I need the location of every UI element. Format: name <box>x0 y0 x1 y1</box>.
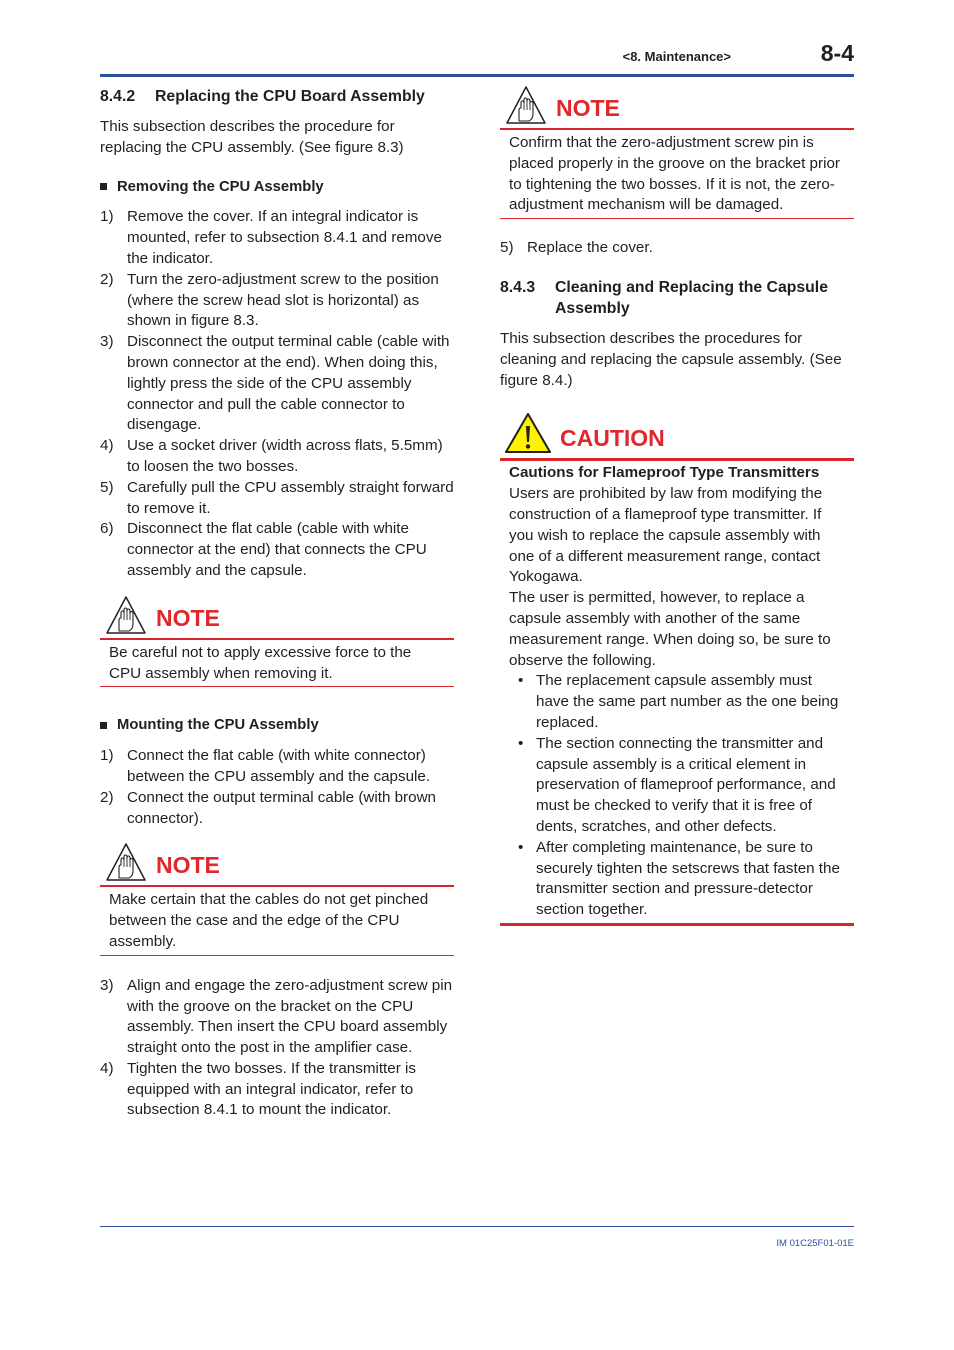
step-text: Tighten the two bosses. If the transmitter is equipped with an integral indicator, refer to subsection 8.4.1 to mount the indicator. <box>127 1059 416 1119</box>
warning-triangle-icon <box>504 412 552 454</box>
caution-subheading: Cautions for Flameproof Type Transmitters <box>509 464 820 482</box>
section-number: 8.4.2 <box>100 88 136 105</box>
step-item <box>100 746 454 788</box>
subheading-text: Removing the CPU Assembly <box>117 178 324 195</box>
step-item <box>100 207 454 269</box>
right-column <box>500 86 854 926</box>
step-number: 5) <box>500 239 514 257</box>
step-number: 6) <box>100 520 114 538</box>
step-item <box>100 788 454 830</box>
step-text: Remove the cover. If an integral indicator is mounted, refer to subsection 8.4.1 and remove the indicator. <box>127 208 442 267</box>
step-text: Connect the flat cable (with white connector) between the CPU assembly and the capsule. <box>127 747 431 785</box>
caution-title: CAUTION <box>560 425 665 452</box>
subheading-text: Mounting the CPU Assembly <box>117 717 319 734</box>
note-title: NOTE <box>156 604 220 631</box>
step-number: 3) <box>100 976 114 994</box>
note-header <box>100 596 454 640</box>
bullet-dot-icon: • <box>518 838 524 856</box>
bullet-dot-icon: • <box>518 734 524 752</box>
section-intro: This subsection describes the procedures for cleaning and replacing the capsule assembly. (See figure 8.4.) <box>500 329 842 389</box>
step-text: Replace the cover. <box>527 239 653 257</box>
section-title: Replacing the CPU Board Assembly <box>155 88 425 105</box>
note-text: Be careful not to apply excessive force to the CPU assembly when removing it. <box>100 640 454 688</box>
step-text: Align and engage the zero-adjustment screw pin with the groove on the bracket on the CPU assembly. Then insert the CPU board assembly straight onto the post in the amplifier case. <box>127 976 453 1057</box>
note-header <box>500 86 854 130</box>
bullet-item <box>509 734 845 838</box>
subheading-removing <box>100 177 454 198</box>
mounting-steps <box>100 746 454 829</box>
bullet-text: The section connecting the transmitter and capsule assembly is a critical element in preservation of flameproof performance, and must be checked to verify that it is free of dents, scratches, and other defects. <box>536 734 836 835</box>
caution-body <box>500 461 854 926</box>
step-number: 1) <box>100 747 114 765</box>
step-number: 2) <box>100 788 114 806</box>
caution-box <box>500 413 854 926</box>
bullet-dot-icon: • <box>518 672 524 690</box>
bullet-item <box>509 838 845 921</box>
step-number: 3) <box>100 333 114 351</box>
caution-paragraph: The user is permitted, however, to replace a capsule assembly with another of the same measurement range. When doing so, be sure to observe the following. <box>509 589 831 669</box>
step-item <box>100 436 454 478</box>
step-text: Disconnect the output terminal cable (cable with brown connector at the end). When doing this, lightly press the side of the CPU assembly connector and pull the cable connector to disengage. <box>127 333 450 434</box>
document-code: IM 01C25F01-01E <box>776 1238 854 1249</box>
hand-warning-icon <box>106 843 146 881</box>
step-number: 5) <box>100 478 114 496</box>
hand-warning-icon <box>106 596 146 634</box>
bullet-text: The replacement capsule assembly must have the same part number as the one being replaced. <box>536 672 839 731</box>
removing-steps <box>100 207 454 581</box>
section-title: Cleaning and Replacing the Capsule Assembly <box>555 278 828 317</box>
note-box-2 <box>100 843 454 955</box>
note-title: NOTE <box>156 852 220 879</box>
final-step <box>500 238 854 259</box>
left-column <box>100 86 454 1121</box>
step-text: Disconnect the flat cable (cable with white connector at the end) that connects the CPU assembly and the capsule. <box>127 520 427 579</box>
page-number: 8-4 <box>820 40 854 66</box>
caution-header <box>500 413 854 461</box>
hand-warning-icon <box>506 86 546 124</box>
header-rule <box>100 74 854 77</box>
step-text: Use a socket driver (width across flats, 5.5mm) to loosen the two bosses. <box>127 437 443 475</box>
bullet-text: After completing maintenance, be sure to securely tighten the setscrews that fasten the transmitter section and pressure-detector section together. <box>536 838 840 919</box>
section-heading-8-4-3 <box>500 277 854 319</box>
note-title: NOTE <box>556 95 620 121</box>
step-number: 4) <box>100 1059 114 1077</box>
note-text: Confirm that the zero-adjustment screw pin is placed properly in the groove on the bracket prior to tightening the two bosses. If it is not, the zero-adjustment mechanism will be damaged. <box>500 130 854 219</box>
section-intro: This subsection describes the procedure for replacing the CPU assembly. (See figure 8.3) <box>100 118 404 156</box>
subheading-mounting <box>100 715 454 736</box>
step-number: 1) <box>100 208 114 226</box>
step-item <box>100 1059 454 1121</box>
caution-paragraph: Users are prohibited by law from modifying the construction of a flameproof type transmitter. If you wish to replace the capsule assembly with one of a different measurement range, contact Yokogawa. <box>509 485 823 586</box>
step-item <box>100 332 454 436</box>
step-item <box>500 238 854 259</box>
section-heading-8-4-2 <box>100 86 454 107</box>
square-bullet-icon <box>100 183 107 190</box>
step-item <box>100 976 454 1059</box>
note-header <box>100 843 454 887</box>
note-text: Make certain that the cables do not get pinched between the case and the edge of the CPU assembly. <box>100 887 454 955</box>
mounting-steps-continued <box>100 976 454 1122</box>
note-box-1 <box>100 596 454 688</box>
step-text: Carefully pull the CPU assembly straight forward to remove it. <box>127 478 454 517</box>
note-box-3 <box>500 86 854 219</box>
bullet-item <box>509 671 845 733</box>
step-text: Turn the zero-adjustment screw to the position (where the screw head slot is horizontal) as shown in figure 8.3. <box>127 270 439 330</box>
step-item <box>100 478 454 520</box>
section-number: 8.4.3 <box>500 278 536 296</box>
step-item <box>100 519 454 581</box>
step-number: 2) <box>100 270 114 288</box>
step-item <box>100 270 454 332</box>
chapter-label: <8. Maintenance> <box>622 49 731 64</box>
step-text: Connect the output terminal cable (with brown connector). <box>127 788 436 827</box>
square-bullet-icon <box>100 722 107 729</box>
footer-rule <box>100 1226 854 1227</box>
caution-bullets <box>509 671 845 921</box>
step-number: 4) <box>100 437 114 455</box>
